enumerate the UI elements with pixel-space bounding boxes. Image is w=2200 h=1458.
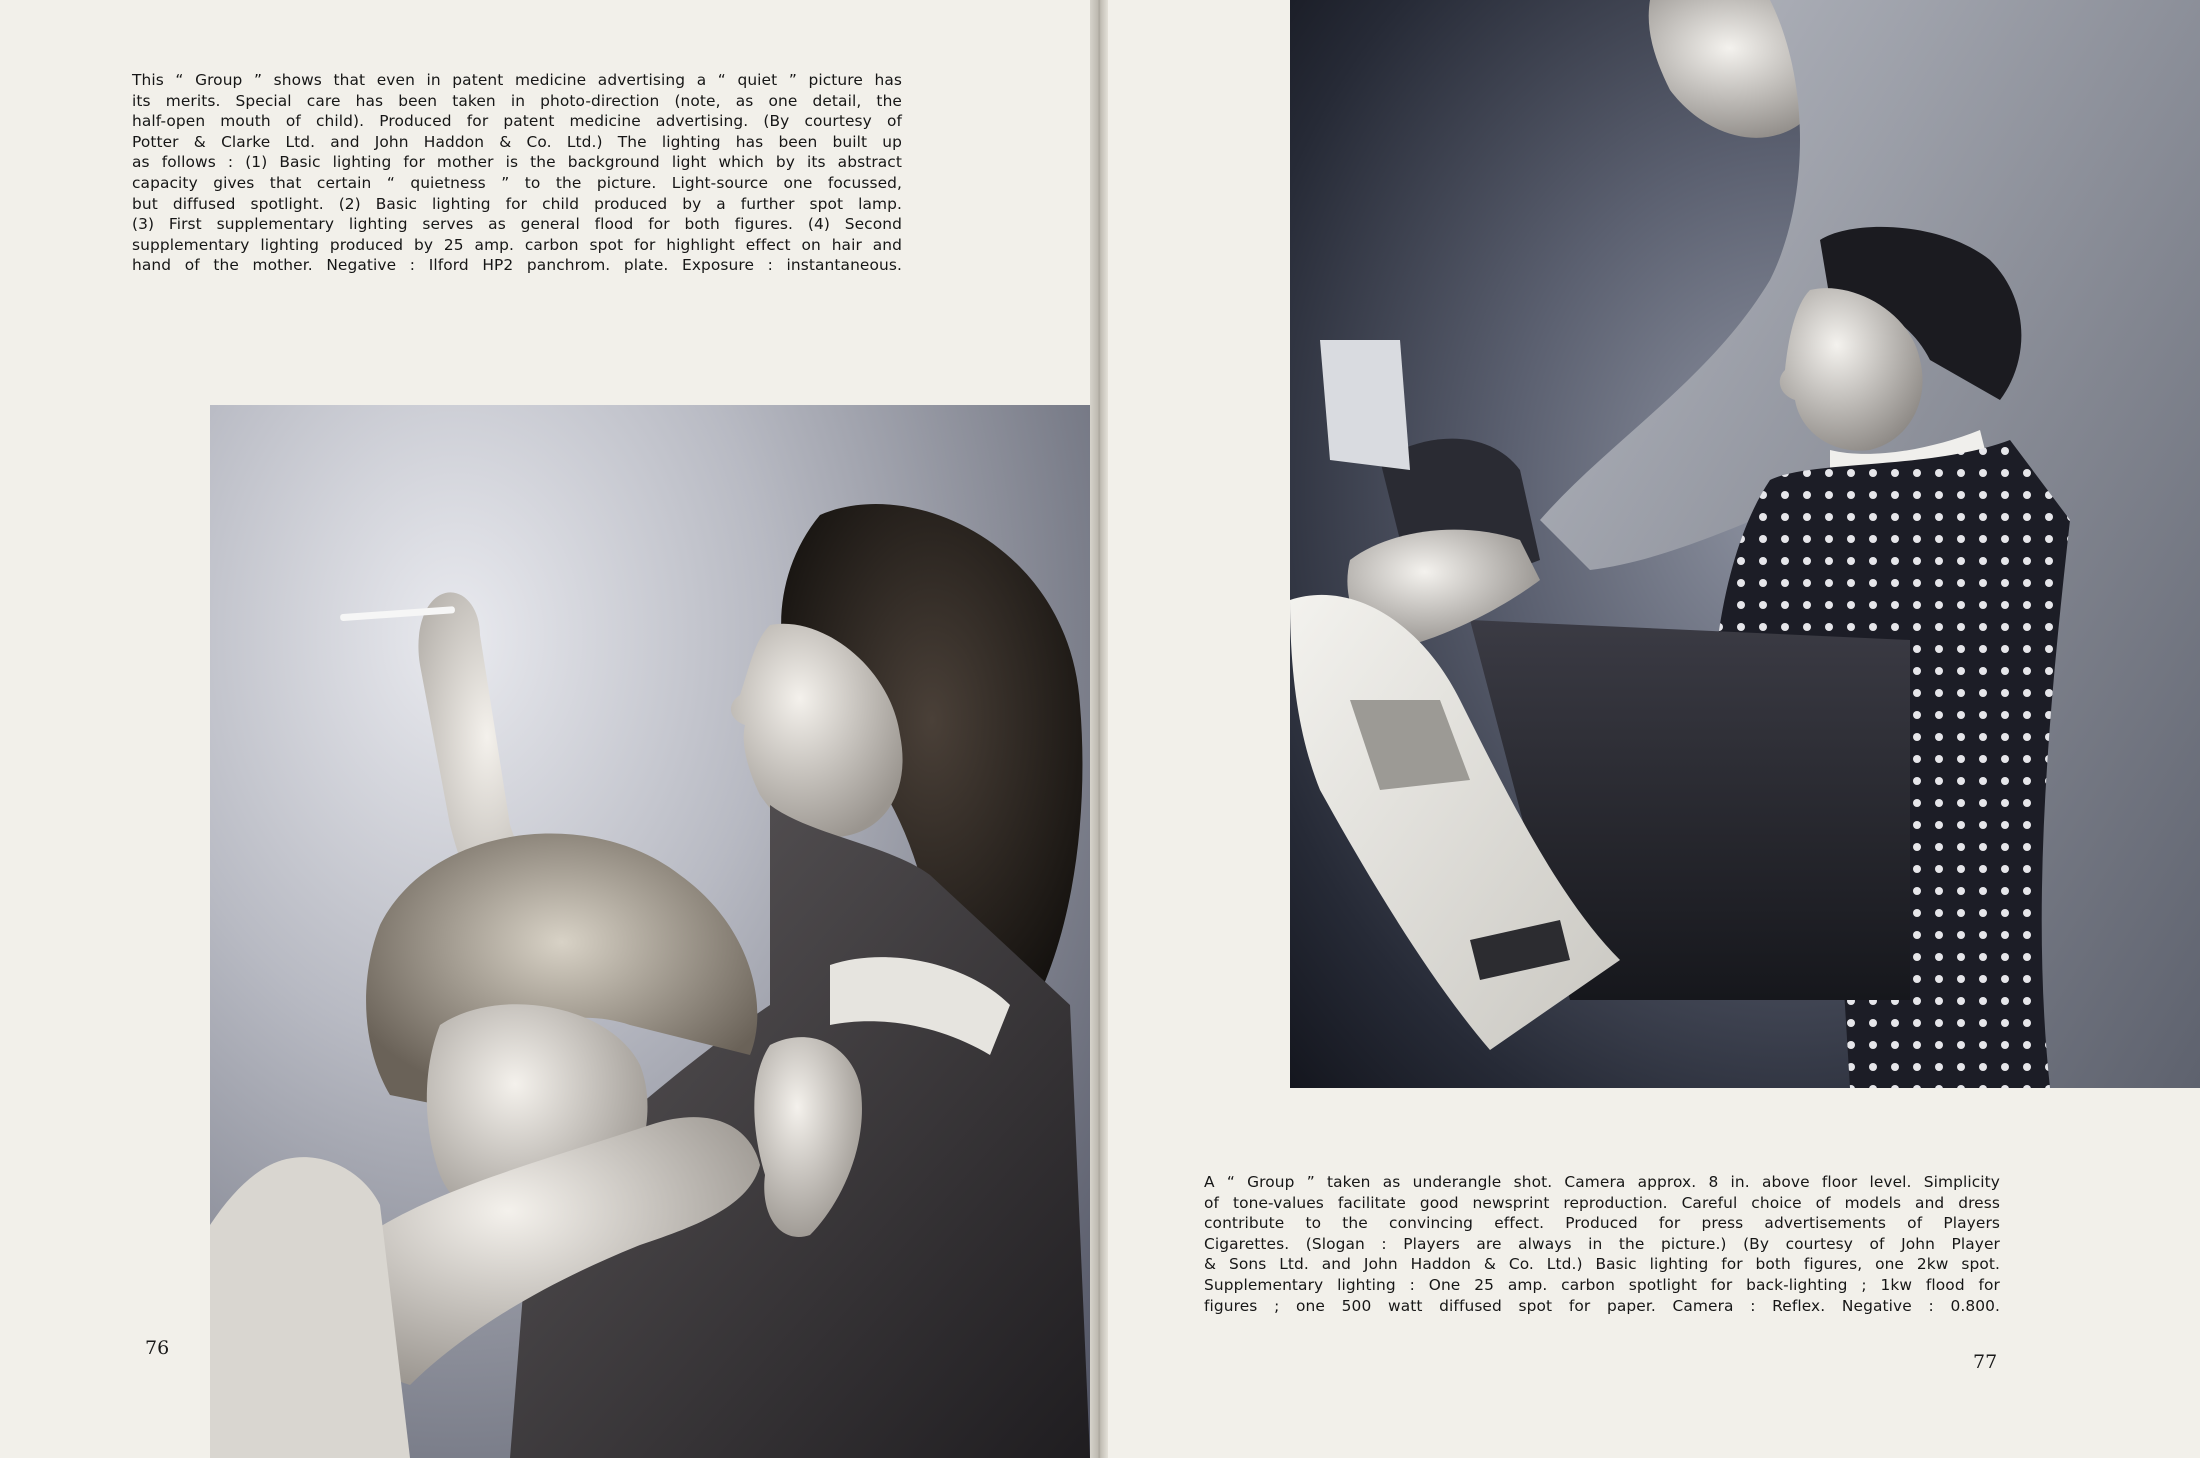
book-gutter [1090,0,1108,1458]
caption-line: half-open mouth of child). Produced for patent medicine advertising. (By courtesy of [132,112,902,131]
left-photo-caption [132,70,902,276]
right-page [1108,0,2200,1458]
mother-child-photograph-art [210,405,1090,1458]
caption-line: contribute to the convincing effect. Produced for press advertisements of Players [1204,1214,2000,1233]
caption-line: (3) First supplementary lighting serves as general flood for both figures. (4) Second [132,215,902,234]
caption-line: its merits. Special care has been taken in photo-direction (note, as one detail, the [132,91,902,110]
left-page [0,0,1090,1458]
caption-line: supplementary lighting produced by 25 amp. carbon spot for highlight effect on hair and [132,235,902,254]
page-number: 76 [145,1337,170,1359]
caption-line: Supplementary lighting : One 25 amp. carbon spotlight for back-lighting ; 1kw flood for [1204,1275,2000,1294]
caption-line: Cigarettes. (Slogan : Players are always in the picture.) (By courtesy of John Player [1204,1234,2000,1253]
page-number: 77 [1973,1351,1998,1373]
caption-line: A “ Group ” taken as underangle shot. Camera approx. 8 in. above floor level. Simplicity [1204,1173,2000,1191]
caption-line: of tone-values facilitate good newsprint reproduction. Careful choice of models and dress [1204,1193,2000,1212]
group-photograph [1290,0,2200,1088]
caption-line: hand of the mother. Negative : Ilford HP2 panchrom. plate. Exposure : instantaneous. [132,256,902,275]
caption-line: capacity gives that certain “ quietness ” to the picture. Light-source one focussed, [132,173,902,192]
caption-line: This “ Group ” shows that even in patent medicine advertising a “ quiet ” picture has [132,71,902,89]
right-photo-caption [1204,1172,2000,1316]
caption-line: as follows : (1) Basic lighting for mother is the background light which by its abstract [132,153,902,172]
caption-line: & Sons Ltd. and John Haddon & Co. Ltd.) Basic lighting for both figures, one 2kw spot. [1204,1255,2000,1274]
mother-child-photograph [210,405,1090,1458]
group-photograph-art [1290,0,2200,1088]
caption-line: Potter & Clarke Ltd. and John Haddon & Co. Ltd.) The lighting has been built up [132,132,902,151]
caption-line: but diffused spotlight. (2) Basic lighting for child produced by a further spot lamp. [132,194,902,213]
caption-line: figures ; one 500 watt diffused spot for paper. Camera : Reflex. Negative : 0.800. [1204,1296,2000,1315]
